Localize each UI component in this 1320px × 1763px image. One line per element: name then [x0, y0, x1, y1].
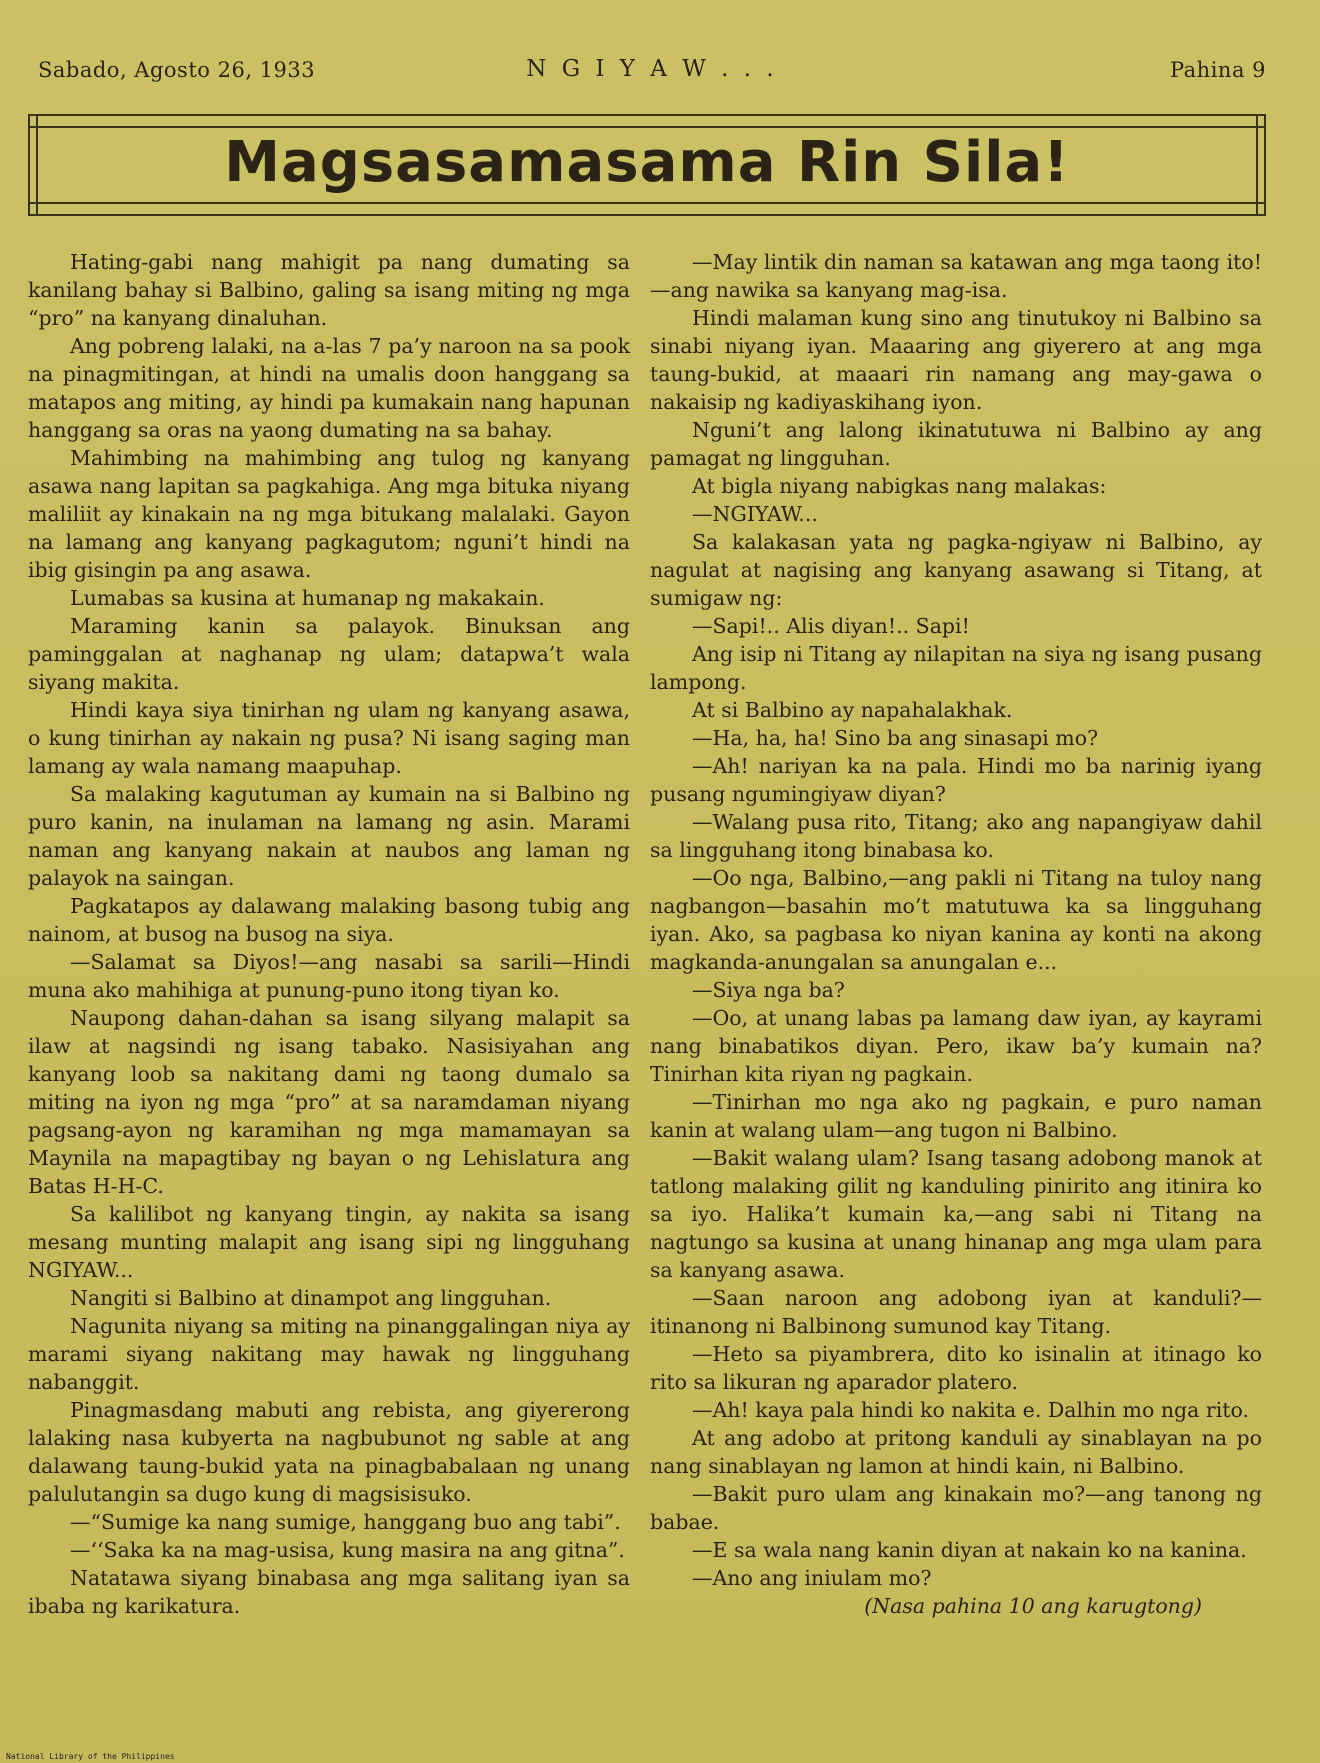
paragraph: Hating-gabi nang mahigit pa nang dumating sa kanilang bahay si Balbino, galing sa isang miting ng mga “pro” na kanyang dinaluhan. — [28, 250, 630, 330]
continuation-note: (Nasa pahina 10 ang karugtong) — [864, 1594, 1202, 1618]
paragraph: Lumabas sa kusina at humanap ng makakain. — [70, 586, 545, 610]
page-number: Pahina 9 — [1169, 58, 1266, 82]
headline: Magsasamasama Rin Sila! — [224, 130, 1070, 195]
paragraph: —Ah! nariyan ka na pala. Hindi mo ba narinig iyang pusang ngumingiyaw diyan? — [650, 754, 1262, 806]
paragraph: —Saan naroon ang adobong iyan at kanduli?—itinanong ni Balbinong sumunod kay Titang. — [650, 1286, 1262, 1338]
paragraph: Natatawa siyang binabasa ang mga salitang iyan sa ibaba ng karikatura. — [28, 1566, 630, 1618]
paragraph: Nguni’t ang lalong ikinatutuwa ni Balbino ay ang pamagat ng lingguhan. — [650, 418, 1262, 470]
paragraph: Pagkatapos ay dalawang malaking basong tubig ang nainom, at busog na busog na siya. — [28, 894, 630, 946]
paragraph: Sa kalilibot ng kanyang tingin, ay nakita sa isang mesang munting malapit ang isang sipi ng lingguhang NGIYAW... — [28, 1202, 630, 1282]
paragraph: At si Balbino ay napahalakhak. — [692, 698, 1013, 722]
paragraph: —Tinirhan mo nga ako ng pagkain, e puro naman kanin at walang ulam—ang tugon ni Balbino. — [650, 1090, 1262, 1142]
paragraph: Ang isip ni Titang ay nilapitan na siya ng isang pusang lampong. — [650, 642, 1262, 694]
headline-rule-top — [28, 114, 1266, 128]
paragraph: —Heto sa piyambrera, dito ko isinalin at itinago ko rito sa likuran ng aparador platero. — [650, 1342, 1262, 1394]
paragraph: Hindi kaya siya tinirhan ng ulam ng kanyang asawa, o kung tinirhan ay nakain ng pusa? Ni isang saging man lamang ay wala namang maapuhap. — [28, 698, 630, 778]
paragraph: Maraming kanin sa palayok. Binuksan ang paminggalan at naghanap ng ulam; datapwa’t wala siyang makita. — [28, 614, 630, 694]
paragraph: —Sapi!.. Alis diyan!.. Sapi! — [692, 614, 970, 638]
paragraph: —Ah! kaya pala hindi ko nakita e. Dalhin mo nga rito. — [692, 1398, 1249, 1422]
paragraph: —May lintik din naman sa katawan ang mga taong ito!—ang nawika sa kanyang mag-isa. — [650, 250, 1262, 302]
masthead: N G I Y A W . . . — [526, 56, 778, 82]
right-column — [650, 248, 1262, 1620]
paragraph: Hindi malaman kung sino ang tinutukoy ni Balbino sa sinabi niyang iyan. Maaaring ang giyerero at ang mga taung-bukid, at maaari rin namang ang may-gawa o nakaisip ng kadiyaskihang iyon. — [650, 306, 1262, 414]
paragraph: —E sa wala nang kanin diyan at nakain ko na kanina. — [692, 1538, 1247, 1562]
paragraph: —Oo nga, Balbino,—ang pakli ni Titang na tuloy nang nagbangon—basahin mo’t matutuwa ka sa lingguhang iyan. Ako, sa pagbasa ko niyan kanina ay konti na akong magkanda-anungalan sa anungalan e... — [650, 866, 1262, 974]
paragraph: —Walang pusa rito, Titang; ako ang napangiyaw dahil sa lingguhang itong binabasa ko. — [650, 810, 1262, 862]
left-column — [28, 248, 630, 1620]
paragraph: —Salamat sa Diyos!—ang nasabi sa sarili—Hindi muna ako mahihiga at punung-puno itong tiyan ko. — [28, 950, 630, 1002]
headline-box — [28, 110, 1266, 220]
paragraph: —Oo, at unang labas pa lamang daw iyan, ay kayrami nang binabatikos diyan. Pero, ikaw ba’y kumain na? Tinirhan kita riyan ng pagkain. — [650, 1006, 1262, 1086]
paragraph: Ang pobreng lalaki, na a-las 7 pa’y naroon na sa pook na pinagmitingan, at hindi na umalis doon hanggang sa matapos ang miting, ay hindi pa kumakain nang hapunan hanggang sa oras na yaong dumating na sa bahay. — [28, 334, 630, 442]
paragraph: —NGIYAW... — [692, 502, 818, 526]
paragraph: At bigla niyang nabigkas nang malakas: — [692, 474, 1107, 498]
paragraph: Sa kalakasan yata ng pagka-ngiyaw ni Balbino, ay nagulat at nagising ang kanyang asawang si Titang, at sumigaw ng: — [650, 530, 1262, 610]
page-header — [38, 54, 1266, 94]
paragraph: Sa malaking kagutuman ay kumain na si Balbino ng puro kanin, na inulaman na lamang ng asin. Marami naman ang kanyang nakain at naubos ang laman ng palayok na saingan. — [28, 782, 630, 890]
paragraph: Nagunita niyang sa miting na pinanggalingan niya ay marami siyang nakitang may hawak ng lingguhang nabanggit. — [28, 1314, 630, 1394]
paragraph: —Ano ang iniulam mo? — [692, 1566, 932, 1590]
paragraph: Mahimbing na mahimbing ang tulog ng kanyang asawa nang lapitan sa pagkahiga. Ang mga bituka niyang maliliit ay kinakain na ng mga bitukang malalaki. Gayon na lamang ang kanyang pagkagutom; nguni’t hindi na ibig gisingin pa ang asawa. — [28, 446, 630, 582]
library-credit: National Library of the Philippines — [6, 1752, 175, 1761]
paragraph: —Bakit walang ulam? Isang tasang adobong manok at tatlong malaking gilit ng kanduling pinirito ang itinira ko sa iyo. Halika’t kumain ka,—ang sabi ni Titang na nagtungo sa kusina at unang hinanap ang mga ulam para sa kanyang asawa. — [650, 1146, 1262, 1282]
issue-date: Sabado, Agosto 26, 1933 — [38, 58, 316, 82]
paragraph: Pinagmasdang mabuti ang rebista, ang giyererong lalaking nasa kubyerta na nagbubunot ng sable at ang dalawang taung-bukid yata na pinagbabalaan ng unang palulutangin sa dugo kung di magsisisuko. — [28, 1398, 630, 1506]
paragraph: At ang adobo at pritong kanduli ay sinablayan na po nang sinablayan ng lamon at hindi kain, ni Balbino. — [650, 1426, 1262, 1478]
paragraph: Naupong dahan-dahan sa isang silyang malapit sa ilaw at nagsindi ng isang tabako. Nasisiyahan ang kanyang loob sa nakitang dami ng taong dumalo sa miting na iyon ng mga “pro” at sa naramdaman niyang pagsang-ayon ng karamihan ng mga mamamayan sa Maynila na mapagtibay ng bayan o ng Lehislatura ang Batas H-H-C. — [28, 1006, 630, 1198]
paragraph: —Siya nga ba? — [692, 978, 845, 1002]
paragraph: Nangiti si Balbino at dinampot ang lingguhan. — [70, 1286, 552, 1310]
paragraph: —‘‘Saka ka na mag-usisa, kung masira na ang gitna”. — [70, 1538, 625, 1562]
paragraph: —Bakit puro ulam ang kinakain mo?—ang tanong ng babae. — [650, 1482, 1262, 1534]
paragraph: —Ha, ha, ha! Sino ba ang sinasapi mo? — [692, 726, 1099, 750]
paragraph: —“Sumige ka nang sumige, hanggang buo ang tabi”. — [70, 1510, 621, 1534]
headline-rule-bottom — [28, 202, 1266, 216]
